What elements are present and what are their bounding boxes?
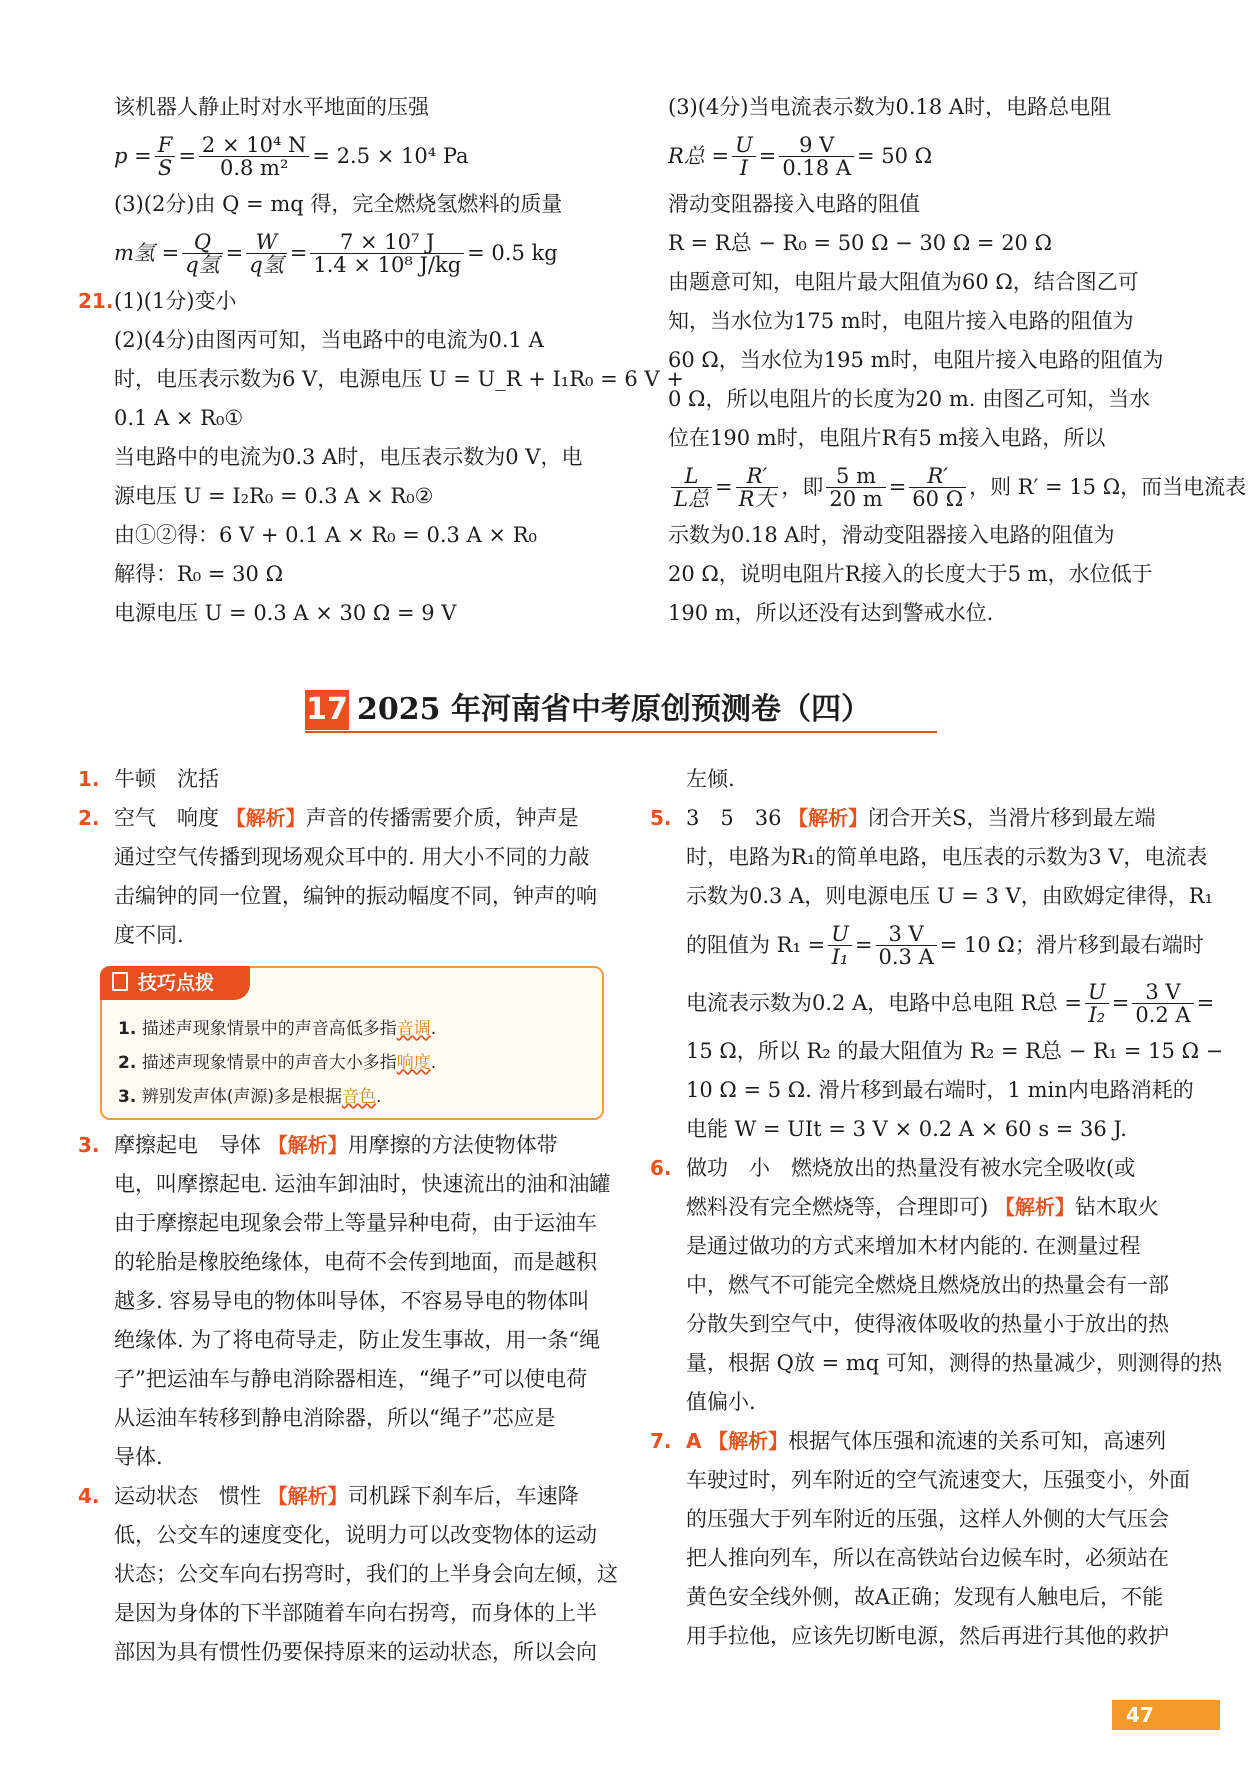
fraction: $\frac{W}{\text{q氢}}$ [246, 231, 286, 276]
tips-header: 技巧点拨 [100, 966, 250, 1000]
eq-result: = 2.5 × 10⁴ Pa [312, 143, 469, 168]
question-6: 6. 做功 小 燃烧放出的热量没有被水完全吸收(或 [650, 1156, 1136, 1180]
page-number: 47 [1112, 1700, 1220, 1730]
tip-item: 1. 描述声现象情景中的声音高低多指音调. [118, 1019, 437, 1039]
text-line: R = R总 − R₀ = 50 Ω − 30 Ω = 20 Ω [668, 231, 1053, 255]
tip-item: 2. 描述声现象情景中的声音大小多指响度. [118, 1053, 437, 1073]
title-underline [305, 731, 937, 733]
text-line: 电，叫摩擦起电. 运油车卸油时，快速流出的油和油罐 [114, 1172, 611, 1196]
ratio-equation: $\frac{L}{\text{L总}}$ = $\frac{R'}{\text{R大}}$ ，即 $\frac{5 m}{20 m}$ = $\frac{R'}{60 \Omega}$ ，则 R′ = 15 Ω，而当电流表 [650, 458, 1178, 516]
text-line: 燃料没有完全燃烧等，合理即可) 【解析】钻木取火 [686, 1195, 1159, 1219]
text-line: 分散失到空气中，使得液体吸收的热量小于放出的热 [686, 1312, 1169, 1336]
text-line: 通过空气传播到现场观众耳中的. 用大小不同的力敲 [114, 845, 590, 869]
text-line: 解得：R₀ = 30 Ω [114, 562, 283, 586]
text-line: 从运油车转移到静电消除器，所以“绳子”芯应是 [114, 1406, 556, 1430]
fraction: $\frac{5 m}{20 m}$ [826, 465, 885, 510]
fraction: $\frac{U}{\text{I₁}}$ [828, 923, 852, 968]
fraction: $\frac{F}{S}$ [155, 134, 176, 179]
text-line: 越多. 容易导电的物体叫导体，不容易导电的物体叫 [114, 1289, 590, 1313]
equation-line: 电流表示数为0.2 A，电路中总电阻 R总 = $\frac{U}{\text{I₂}}$ = $\frac{3 V}{0.2 A}$ = [686, 979, 1215, 1027]
eq-result: = 50 Ω [857, 143, 933, 168]
equation-line: 的阻值为 R₁ = $\frac{U}{\text{I₁}}$ = $\frac{3 V}{0.3 A}$ = 10 Ω；滑片移到最右端时 [686, 921, 1204, 969]
text-line: 10 Ω = 5 Ω. 滑片移到最右端时，1 min内电路消耗的 [686, 1078, 1194, 1102]
text-line: 该机器人静止时对水平地面的压强 [114, 95, 429, 119]
top-left-column [78, 88, 684, 633]
text-line: 导体. [114, 1445, 163, 1469]
tip-item: 3. 辨别发声体(声源)多是根据音色. [118, 1087, 382, 1107]
eq-symbol: p [114, 143, 128, 168]
fraction: $\frac{3 V}{0.2 A}$ [1132, 981, 1193, 1026]
bottom-left-column [78, 760, 608, 955]
question-3: 3. 摩擦起电 导体 【解析】用摩擦的方法使物体带 [78, 1133, 558, 1157]
fraction: $\frac{Q}{\text{q氢}}$ [182, 231, 222, 276]
question-1: 1. 牛顿 沈括 [78, 767, 219, 791]
eq-symbol: R总 [668, 143, 705, 168]
text-line: 的压强大于列车附近的压强，这样人外侧的大气压会 [686, 1507, 1169, 1531]
question-7: 7. A 【解析】根据气体压强和流速的关系可知，高速列 [650, 1429, 1167, 1453]
text-line: 0 Ω，所以电阻片的长度为20 m. 由图乙可知，当水 [668, 387, 1151, 411]
text-line: 部因为具有惯性仍要保持原来的运动状态，所以会向 [114, 1640, 597, 1664]
text-line: 由①②得：6 V + 0.1 A × R₀ = 0.3 A × R₀ [114, 523, 537, 547]
text-line: 位在190 m时，电阻片R有5 m接入电路，所以 [668, 426, 1106, 450]
text-line: 用手拉他，应该先切断电源，然后再进行其他的救护 [686, 1624, 1169, 1648]
fraction: $\frac{R'}{60 \Omega}$ [909, 465, 966, 510]
question-4: 4. 运动状态 惯性 【解析】司机踩下刹车后，车速降 [78, 1484, 579, 1508]
text-line: 示数为0.3 A，则电源电压 U = 3 V，由欧姆定律得，R₁ [686, 884, 1213, 908]
question-21: 21.(1)(1分)变小 [78, 282, 608, 321]
text-line: 20 Ω，说明电阻片R接入的长度大于5 m，水位低于 [668, 562, 1153, 586]
text-line: (2)(4分)由图丙可知，当电路中的电流为0.1 A [114, 328, 544, 352]
text-line: 子”把运油车与静电消除器相连，“绳子”可以使电荷 [114, 1367, 588, 1391]
fraction: $\frac{\text{2 × 10⁴ N}}{\text{0.8 m²}}$ [199, 134, 310, 179]
bottom-left-column-2 [78, 1126, 618, 1672]
text-line: 车驶过时，列车附近的空气流速变大，压强变小，外面 [686, 1468, 1190, 1492]
fraction: $\frac{\text{7 × 10⁷ J}}{\text{1.4 × 10⁸ J/kg}}$ [310, 231, 464, 276]
text-line: 时，电路为R₁的简单电路，电压表的示数为3 V，电流表 [686, 845, 1208, 869]
text-line: 黄色安全线外侧，故A正确；发现有人触电后，不能 [686, 1585, 1164, 1609]
text-line: 示数为0.18 A时，滑动变阻器接入电路的阻值为 [668, 523, 1115, 547]
text-line: 状态；公交车向右拐弯时，我们的上半身会向左倾，这 [114, 1562, 618, 1586]
document-icon [112, 972, 128, 991]
analysis-tag: 【解析】 [225, 806, 306, 830]
text-line: 击编钟的同一位置，编钟的振动幅度不同，钟声的响 [114, 884, 597, 908]
fraction: $\frac{9 V}{0.18 A}$ [779, 134, 854, 179]
eq-symbol: m氢 [114, 240, 155, 265]
top-right-column [650, 88, 1247, 633]
text-line: 的轮胎是橡胶绝缘体，电荷不会传到地面，而是越积 [114, 1250, 597, 1274]
text-line: 中，燃气不可能完全燃烧且燃烧放出的热量会有一部 [686, 1273, 1169, 1297]
text-line: 是因为身体的下半部随着车向右拐弯，而身体的上半 [114, 1601, 597, 1625]
text-line: (3)(4分)当电流表示数为0.18 A时，电路总电阻 [668, 95, 1112, 119]
text-line: 低，公交车的速度变化，说明力可以改变物体的运动 [114, 1523, 597, 1547]
text-line: 知，当水位为175 m时，电阻片接入电路的阻值为 [668, 309, 1134, 333]
bottom-right-column [650, 760, 1224, 1656]
fraction: $\frac{U}{I}$ [732, 134, 756, 179]
text-line: 源电压 U = I₂R₀ = 0.3 A × R₀② [114, 484, 434, 508]
text-line: 电能 W = UIt = 3 V × 0.2 A × 60 s = 36 J. [686, 1117, 1127, 1141]
text-line: (3)(2分)由 Q = mq 得，完全燃烧氢燃料的质量 [114, 192, 563, 216]
text-line: 190 m，所以还没有达到警戒水位. [668, 601, 994, 625]
text-line: 0.1 A × R₀① [114, 406, 244, 430]
section-number-badge: 17 [305, 690, 349, 730]
pressure-equation: p = $\frac{F}{S}$ = $\frac{\text{2 × 10⁴ N}}{\text{0.8 m²}}$ = 2.5 × 10⁴ Pa [114, 132, 469, 180]
mass-equation: m氢 = $\frac{Q}{\text{q氢}}$ = $\frac{W}{\text{q氢}}$ = $\frac{\text{7 × 10⁷ J}}{\text{1.4 × 10⁸ J/kg}}$ = 0.5 kg [114, 229, 558, 277]
text-line: 是通过做功的方式来增加木材内能的. 在测量过程 [686, 1234, 1141, 1258]
text-line: 由题意可知，电阻片最大阻值为60 Ω，结合图乙可 [668, 270, 1139, 294]
question-number: 21. [78, 289, 114, 313]
text-line: 量，根据 Q放 = mq 可知，测得的热量减少，则测得的热 [686, 1351, 1222, 1375]
eq-result: = 0.5 kg [467, 240, 558, 265]
text-line: 电源电压 U = 0.3 A × 30 Ω = 9 V [114, 601, 457, 625]
fraction: $\frac{3 V}{0.3 A}$ [876, 923, 937, 968]
fraction: $\frac{R'}{\text{R大}}$ [736, 465, 779, 510]
tips-box [100, 966, 604, 1120]
section-title-text: 2025 年河南省中考原创预测卷（四） [357, 692, 871, 727]
text-line: 左倾. [686, 767, 735, 791]
text-line: 值偏小. [686, 1390, 756, 1414]
question-2: 2. 空气 响度 【解析】声音的传播需要介质，钟声是 [78, 806, 579, 830]
question-5: 5. 3 5 36 【解析】闭合开关S，当滑片移到最左端 [650, 806, 1156, 830]
text-line: 当电路中的电流为0.3 A时，电压表示数为0 V，电 [114, 445, 583, 469]
text-line: 滑动变阻器接入电路的阻值 [668, 192, 920, 216]
fraction: $\frac{L}{\text{L总}}$ [671, 465, 712, 510]
text-line: 度不同. [114, 923, 184, 947]
text-line: 由于摩擦起电现象会带上等量异种电荷，由于运油车 [114, 1211, 597, 1235]
text-line: 15 Ω，所以 R₂ 的最大阻值为 R₂ = R总 − R₁ = 15 Ω − [686, 1039, 1224, 1063]
section-title [305, 690, 945, 732]
fraction: $\frac{U}{\text{I₂}}$ [1085, 981, 1109, 1026]
text-line: 60 Ω，当水位为195 m时，电阻片接入电路的阻值为 [668, 348, 1164, 372]
text-line: 绝缘体. 为了将电荷导走，防止发生事故，用一条“绳 [114, 1328, 601, 1352]
resistance-equation: R总 = $\frac{U}{I}$ = $\frac{9 V}{0.18 A}$ = 50 Ω [668, 132, 933, 180]
text-line: 把人推向列车，所以在高铁站台边候车时，必须站在 [686, 1546, 1169, 1570]
text-line: 时，电压表示数为6 V，电源电压 U = U_R + I₁R₀ = 6 V + [114, 367, 684, 391]
